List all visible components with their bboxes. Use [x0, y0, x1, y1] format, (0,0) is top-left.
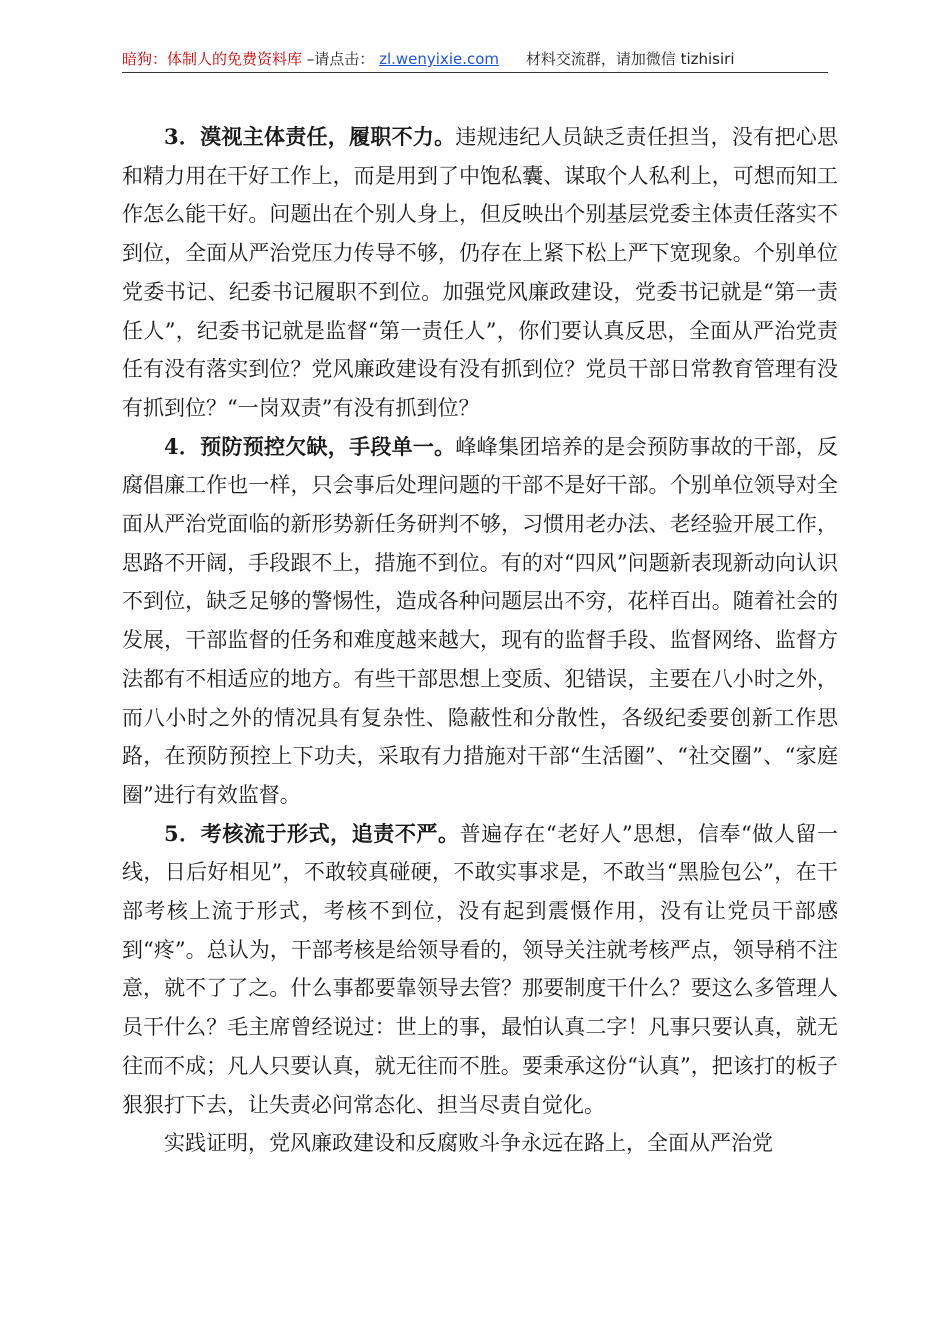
page-header: [122, 46, 828, 73]
paragraph-text: 违规违纪人员缺乏责任担当，没有把心思和精力用在干好工作上，而是用到了中饱私囊、谋取个人私利上，可想而知工作怎么能干好。问题出在个别人身上，但反映出个别基层党委主体责任落实不到位，全面从严治党压力传导不够，仍存在上紧下松上严下宽现象。个别单位党委书记、纪委书记履职不到位。加强党风廉政建设，党委书记就是“第一责任人”，纪委书记就是监督“第一责任人”，你们要认真反思，全面从严治党责任有没有落实到位？党风廉政建设有没有抓到位？党员干部日常教育管理有没有抓到位？“一岗双责”有没有抓到位？: [122, 125, 838, 420]
document-body: [122, 118, 838, 1163]
paragraph-5: [122, 815, 838, 1125]
header-brand: 暗狗：体制人的免费资料库: [122, 50, 303, 68]
header-note: 材料交流群，请加微信 tizhisiri: [525, 50, 735, 68]
paragraph-conclusion: [122, 1124, 838, 1163]
paragraph-text: 实践证明，党风廉政建设和反腐败斗争永远在路上，全面从严治党: [164, 1131, 773, 1156]
header-prompt: –请点击：: [306, 50, 375, 68]
paragraph-3: [122, 118, 838, 428]
header-link[interactable]: zl.wenyixie.com: [379, 50, 500, 68]
paragraph-text: 峰峰集团培养的是会预防事故的干部，反腐倡廉工作也一样，只会事后处理问题的干部不是好干部。个别单位领导对全面从严治党面临的新形势新任务研判不够，习惯用老办法、老经验开展工作，思路不开阔，手段跟不上，措施不到位。有的对“四风”问题新表现新动向认识不到位，缺乏足够的警惕性，造成各种问题层出不穷，花样百出。随着社会的发展，干部监督的任务和难度越来越大，现有的监督手段、监督网络、监督方法都有不相适应的地方。有些干部思想上变质、犯错误，主要在八小时之外，而八小时之外的情况具有复杂性、隐蔽性和分散性，各级纪委要创新工作思路，在预防预控上下功夫，采取有力措施对干部“生活圈”、“社交圈”、“家庭圈”进行有效监督。: [122, 434, 838, 807]
paragraph-text: 普遍存在“老好人”思想，信奉“做人留一线，日后好相见”，不敢较真碰硬，不敢实事求是，不敢当“黑脸包公”，在干部考核上流于形式，考核不到位，没有起到震慑作用，没有让党员干部感到“疼”。总认为，干部考核是给领导看的，领导关注就考核严点，领导稍不注意，就不了了之。什么事都要靠领导去管？那要制度干什么？要这么多管理人员干什么？毛主席曾经说过：世上的事，最怕认真二字！凡事只要认真，就无往而不成；凡人只要认真，就无往而不胜。要秉承这份“认真”，把该打的板子狠狠打下去，让失责必问常态化、担当尽责自觉化。: [122, 821, 838, 1117]
paragraph-4: [122, 428, 838, 815]
paragraph-heading: 4．预防预控欠缺，手段单一。: [164, 433, 456, 459]
paragraph-heading: 5．考核流于形式，追责不严。: [164, 820, 460, 846]
paragraph-heading: 3．漠视主体责任，履职不力。: [164, 124, 456, 149]
